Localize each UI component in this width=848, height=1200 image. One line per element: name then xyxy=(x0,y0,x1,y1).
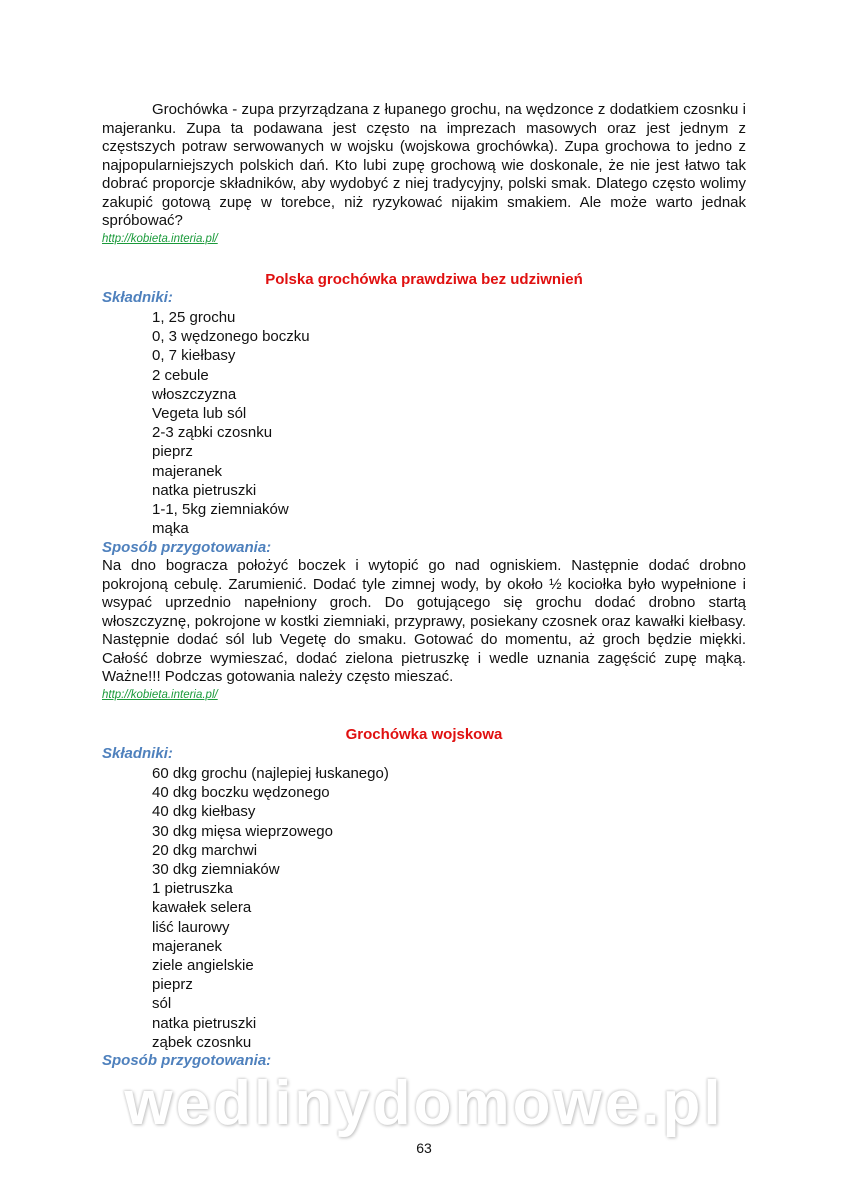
ingredient-item: pieprz xyxy=(152,443,193,461)
ingredient-item: 2-3 ząbki czosnku xyxy=(152,424,273,442)
ingredient-item: natka pietruszki xyxy=(152,1014,257,1032)
recipe1-ingredients-label: Składniki: xyxy=(102,289,173,306)
ingredient-item: mąka xyxy=(152,520,189,538)
ingredient-item: włoszczyzna xyxy=(152,385,237,403)
recipe2-title: Grochówka wojskowa xyxy=(345,726,503,743)
intro-paragraph: Grochówka - zupa przyrządzana z łupanego grochu, na wędzonce z dodatkiem czosnku i majeranku. Zupa ta podawana jest często na imprezach masowych oraz jest jednym z częstszych potraw serwowanych w wojsku (wojskowa grochówka). Zupa grochowa to jedno z najpopularniejszych polskich dań. Kto lubi zupę grochową wie doskonale, że nie jest łatwo tak dobrać proporcje składników, aby wydobyć z niej tradycyjny, polski smak. Dlatego często wolimy zakupić gotową zupę w torebce, niż ryzykować nijakim smakiem. Ale może warto jednak spróbować? xyxy=(102,101,746,229)
ingredient-item: 30 dkg ziemniaków xyxy=(152,861,280,879)
ingredient-item: majeranek xyxy=(152,937,223,955)
recipe2-method-label: Sposób przygotowania: xyxy=(102,1052,272,1069)
ingredient-item: kawałek selera xyxy=(152,899,252,917)
recipe1-source-link[interactable]: http://kobieta.interia.pl/ xyxy=(102,688,218,701)
ingredient-item: ziele angielskie xyxy=(152,957,254,975)
ingredient-item: liść laurowy xyxy=(152,918,230,936)
ingredient-item: 0, 3 wędzonego boczku xyxy=(152,328,310,346)
ingredient-item: 1-1, 5kg ziemniaków xyxy=(152,501,289,519)
ingredient-item: 1 pietruszka xyxy=(152,880,233,898)
recipe2-ingredients-list xyxy=(152,764,389,1052)
ingredient-item: Vegeta lub sól xyxy=(152,405,247,423)
recipe2-ingredients-label: Składniki: xyxy=(102,745,173,762)
recipe1-title: Polska grochówka prawdziwa bez udziwnień xyxy=(265,271,583,288)
ingredient-item: 0, 7 kiełbasy xyxy=(152,347,236,365)
ingredient-item: 1, 25 grochu xyxy=(152,309,236,326)
watermark-logo: wedlinydomowe.pl xyxy=(124,1069,724,1138)
ingredient-item: 30 dkg mięsa wieprzowego xyxy=(152,822,333,840)
page-number: 63 xyxy=(416,1140,432,1156)
ingredient-item: 2 cebule xyxy=(152,366,209,384)
recipe1-ingredients-list xyxy=(152,308,310,538)
intro-section xyxy=(102,101,746,246)
ingredient-item: 40 dkg kiełbasy xyxy=(152,803,256,821)
recipe1-method: Na dno bogracza położyć boczek i wytopić go nad ogniskiem. Następnie dodać drobno pokrojoną cebulę. Zarumienić. Dodać tyle zimnej wody, by około ½ kociołka było wypełnione i wsypać uprzednio napełniony groch. Do gotującego się grochu dodać drobno startą włoszczyznę, pokrojone w kostki ziemniaki, przyprawy, posiekany czosnek oraz kawałki kiełbasy. Następnie dodać sól lub Vegetę do smaku. Gotować do momentu, aż groch będzie miękki. Całość dobrze wymieszać, dodać zielona pietruszkę i wedle uznania zagęścić zupę mąką. Ważne!!! Podczas gotowania należy często mieszać. xyxy=(102,557,746,685)
ingredient-item: 40 dkg boczku wędzonego xyxy=(152,784,330,802)
ingredient-item: majeranek xyxy=(152,462,223,480)
ingredient-item: ząbek czosnku xyxy=(152,1033,252,1051)
ingredient-item: natka pietruszki xyxy=(152,481,257,499)
ingredient-item: sól xyxy=(152,995,172,1013)
ingredient-item: 60 dkg grochu (najlepiej łuskanego) xyxy=(152,765,389,782)
ingredient-item: 20 dkg marchwi xyxy=(152,841,258,859)
recipe1-method-label: Sposób przygotowania: xyxy=(102,539,272,556)
recipe1-method-section xyxy=(102,557,746,702)
ingredient-item: pieprz xyxy=(152,976,193,994)
intro-source-link[interactable]: http://kobieta.interia.pl/ xyxy=(102,232,218,245)
